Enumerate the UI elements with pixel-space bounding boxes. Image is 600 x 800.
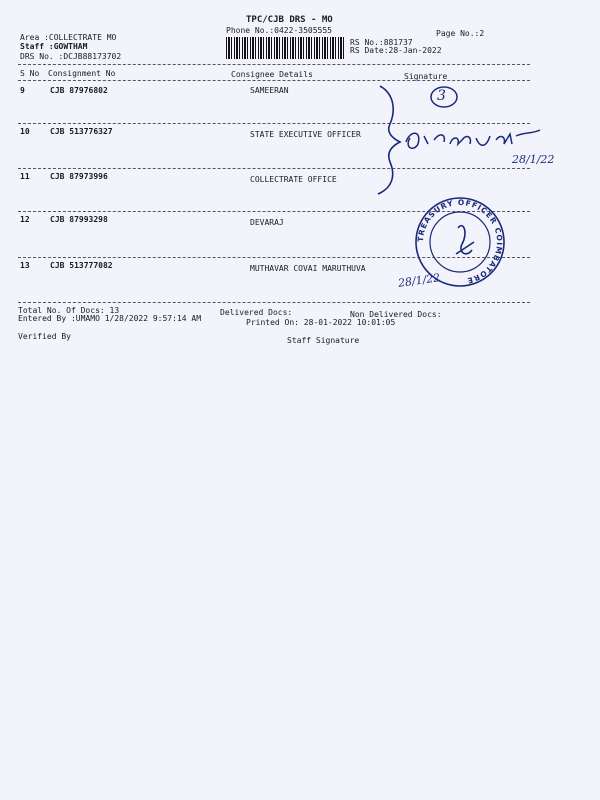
rs-number: RS No.:881737 xyxy=(350,38,413,47)
divider xyxy=(18,64,530,65)
page-number: Page No.:2 xyxy=(436,29,485,38)
divider xyxy=(18,302,530,303)
verified-by: Verified By xyxy=(18,332,71,341)
phone-number: Phone No.:0422-3505555 xyxy=(226,26,332,35)
area-label: Area :COLLECTRATE MO xyxy=(20,33,117,42)
total-docs: Total No. Of Docs: 13 xyxy=(18,306,120,315)
row-consignee: STATE EXECUTIVE OFFICER xyxy=(250,130,361,139)
divider xyxy=(18,168,530,169)
delivered-docs: Delivered Docs: xyxy=(220,308,293,317)
row-sno: 12 xyxy=(20,215,30,224)
row-consignee: MUTHAVAR COVAI MARUTHUVA xyxy=(250,264,366,273)
printed-on: Printed On: 28-01-2022 10:01:05 xyxy=(246,318,396,327)
row-consignment: CJB 87973996 xyxy=(50,172,108,181)
row-consignee: SAMEERAN xyxy=(250,86,289,95)
column-header-signature: Signature xyxy=(404,72,448,81)
rs-date: RS Date:28-Jan-2022 xyxy=(350,46,442,55)
row-consignee: COLLECTRATE OFFICE xyxy=(250,175,337,184)
row-consignment: CJB 87993298 xyxy=(50,215,108,224)
stamp-date: 28/1/22 xyxy=(397,271,442,290)
row-sno: 11 xyxy=(20,172,30,181)
staff-label: Staff :GOWTHAM xyxy=(20,42,88,51)
staff-signature: Staff Signature xyxy=(287,336,360,345)
document-title: TPC/CJB DRS - MO xyxy=(246,15,333,25)
non-delivered-docs: Non Delivered Docs: xyxy=(350,310,442,319)
row-consignment: CJB 513777082 xyxy=(50,261,113,270)
row-sno: 9 xyxy=(20,86,25,95)
divider xyxy=(18,80,530,81)
entered-by: Entered By :UMAMO 1/28/2022 9:57:14 AM xyxy=(18,314,202,323)
row-consignment: CJB 87976802 xyxy=(50,86,108,95)
signature-date: 28/1/22 xyxy=(512,153,555,166)
circled-number: 3 xyxy=(437,88,446,104)
column-header-consignment: Consignment No xyxy=(48,69,116,78)
drs-number: DRS No. :DCJB88173702 xyxy=(20,52,122,61)
row-sno: 13 xyxy=(20,261,30,270)
svg-text:TREASURY OFFICER COIMBATORE: TREASURY OFFICER COIMBATORE xyxy=(415,197,505,286)
row-sno: 10 xyxy=(20,127,30,136)
column-header-sno: S No xyxy=(20,69,40,78)
row-consignee: DEVARAJ xyxy=(250,218,284,227)
barcode xyxy=(226,37,344,59)
row-consignment: CJB 513776327 xyxy=(50,127,113,136)
column-header-consignee: Consignee Details xyxy=(231,70,313,79)
